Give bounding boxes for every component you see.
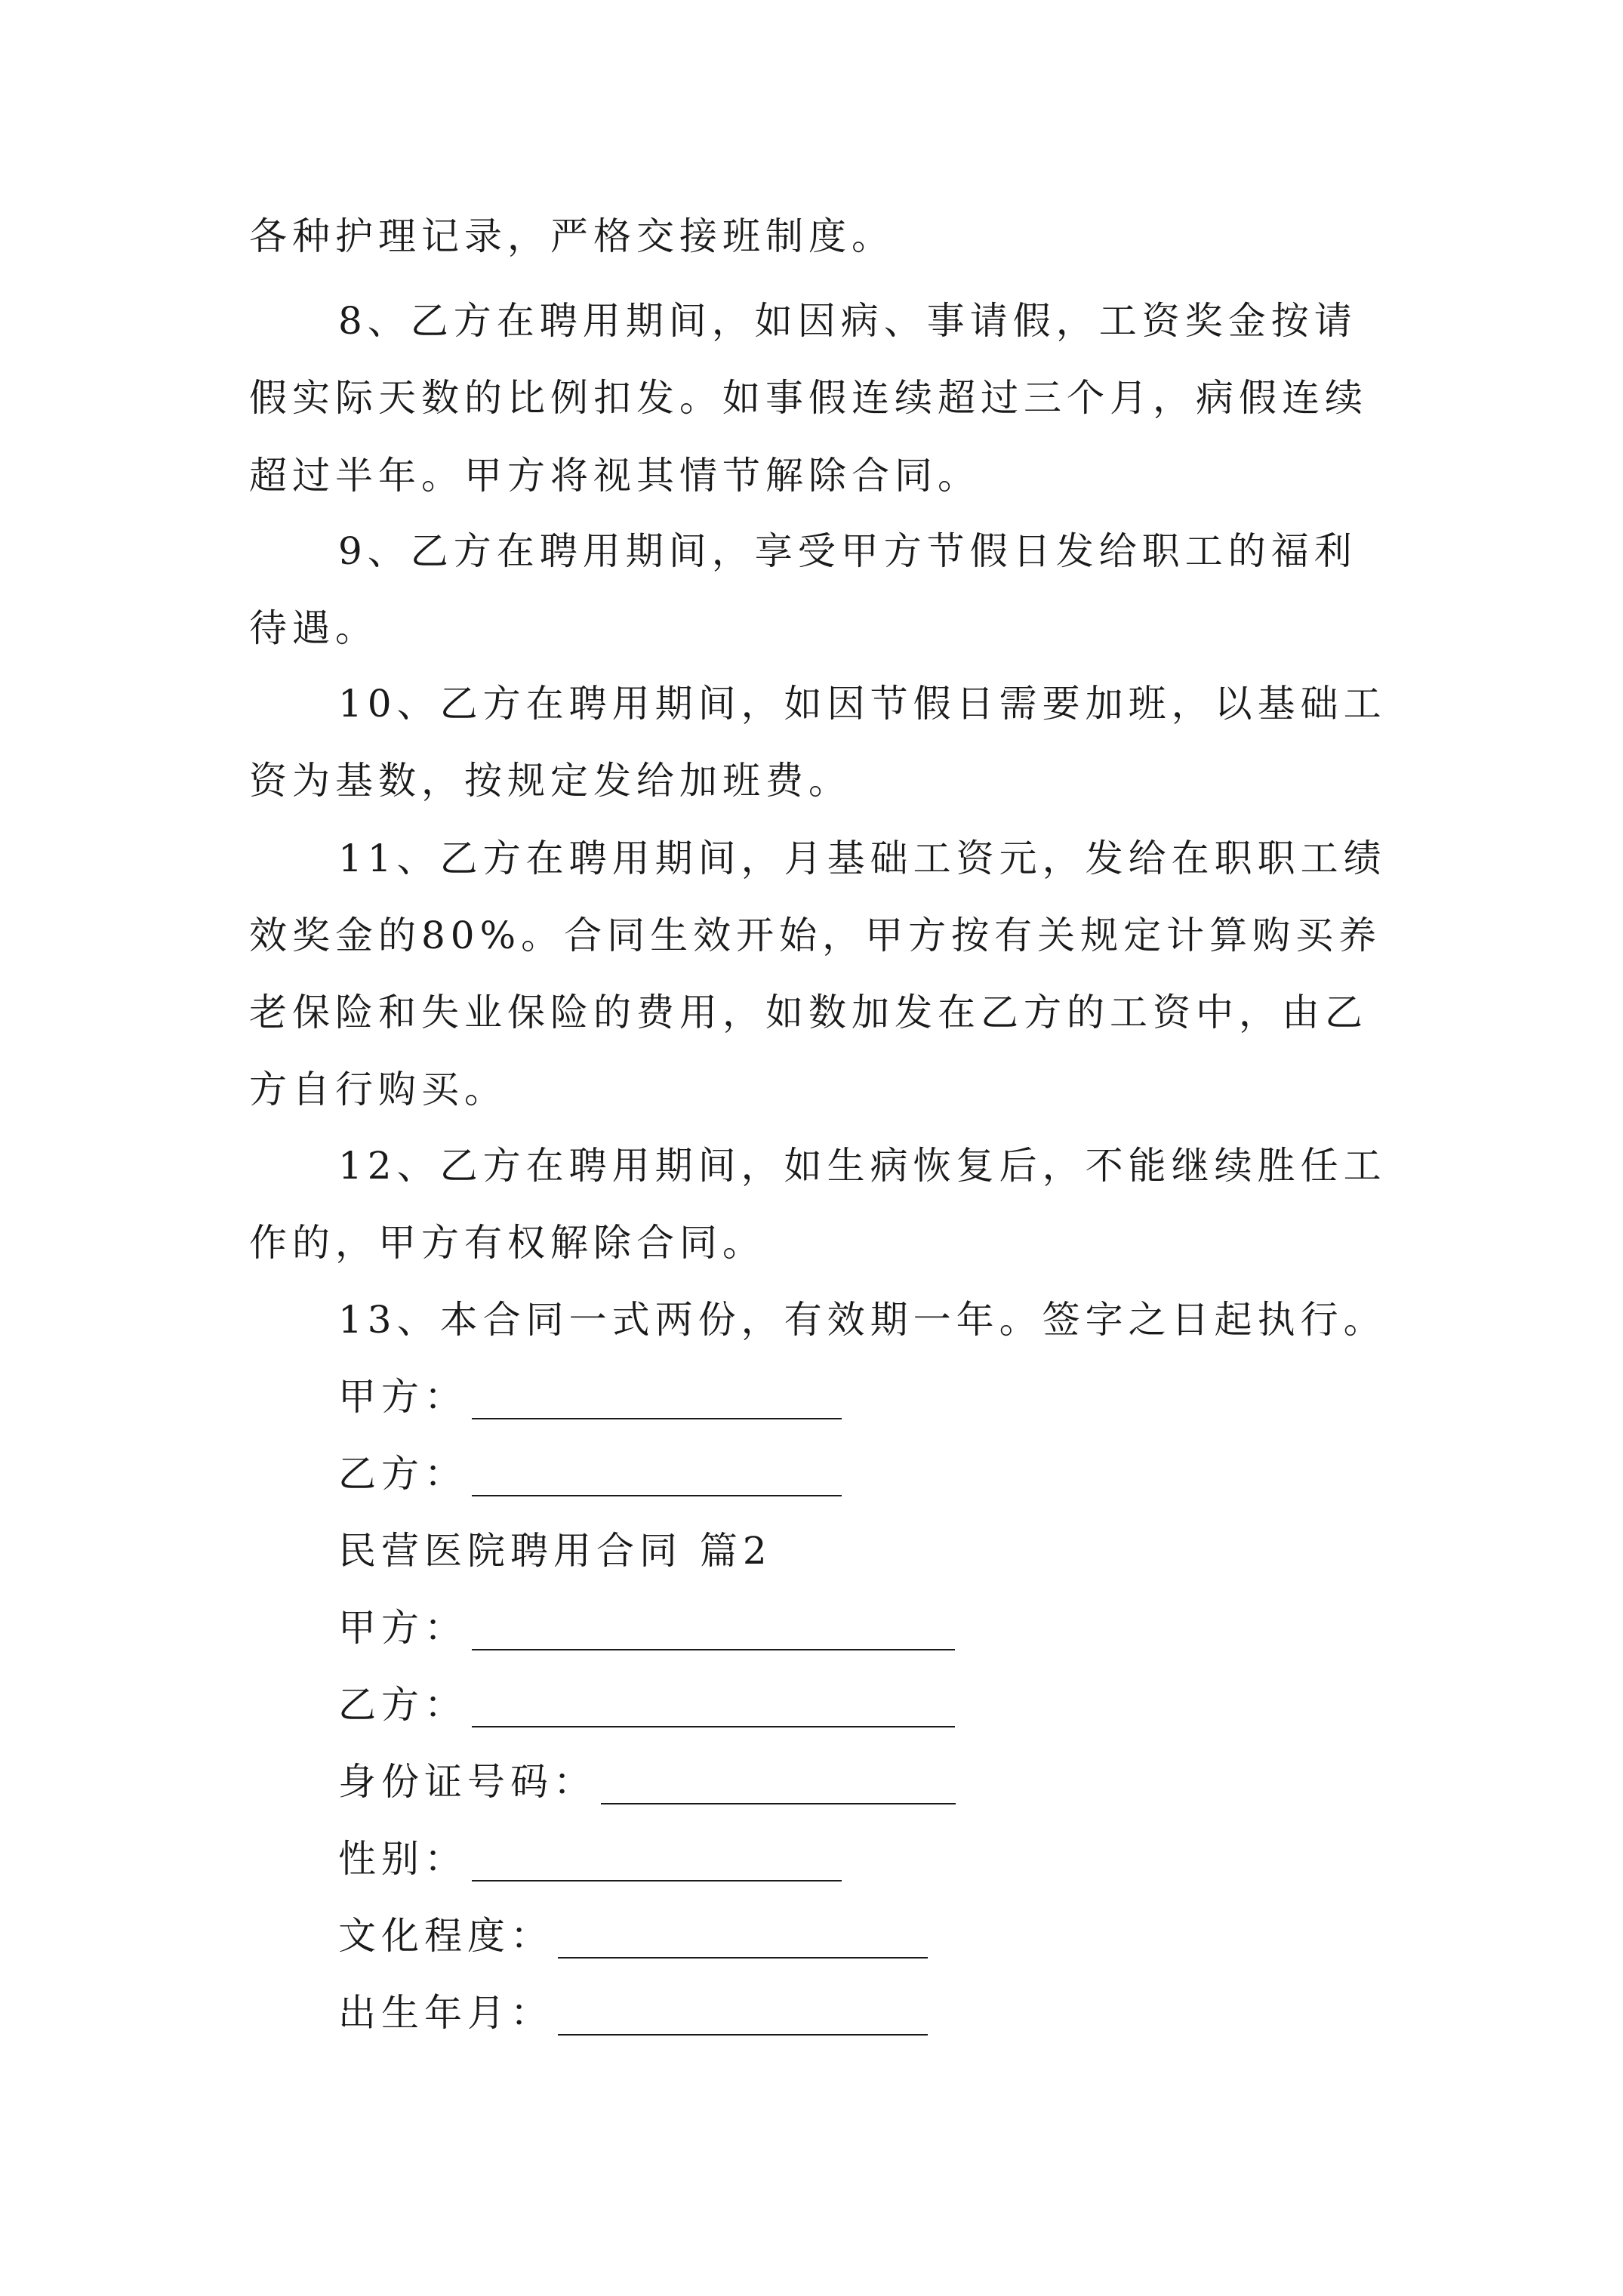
party-b-signature-blank[interactable] bbox=[472, 1462, 842, 1496]
paragraph-line: 8、乙方在聘用期间，如因病、事请假，工资奖金按请 bbox=[338, 299, 1357, 343]
paragraph-line: 各种护理记录，严格交接班制度。 bbox=[249, 214, 895, 258]
field-gender bbox=[338, 1836, 842, 1881]
paragraph-line: 资为基数，按规定发给加班费。 bbox=[249, 759, 852, 803]
field-id-number bbox=[338, 1759, 956, 1804]
id-number-blank[interactable] bbox=[601, 1770, 956, 1804]
paragraph-line: 超过半年。甲方将视其情节解除合同。 bbox=[249, 454, 981, 498]
paragraph-line: 13、本合同一式两份，有效期一年。签字之日起执行。 bbox=[338, 1298, 1387, 1342]
paragraph-line: 11、乙方在聘用期间，月基础工资元，发给在职职工绩 bbox=[338, 837, 1387, 880]
paragraph-line: 效奖金的80%。合同生效开始，甲方按有关规定计算购买养 bbox=[249, 914, 1382, 957]
field-education bbox=[338, 1913, 928, 1959]
field-label: 身份证号码： bbox=[338, 1760, 596, 1804]
paragraph-line: 方自行购买。 bbox=[249, 1068, 507, 1111]
gender-blank[interactable] bbox=[472, 1847, 842, 1881]
field-label: 甲方： bbox=[338, 1606, 467, 1650]
party-a-blank[interactable] bbox=[472, 1616, 955, 1650]
section-title: 民营医院聘用合同 篇2 bbox=[338, 1529, 772, 1573]
paragraph-line: 作的，甲方有权解除合同。 bbox=[249, 1221, 765, 1265]
birth-blank[interactable] bbox=[558, 2001, 928, 2036]
signature-party-b bbox=[338, 1451, 842, 1496]
field-label: 甲方： bbox=[338, 1375, 467, 1419]
field-label: 乙方： bbox=[338, 1683, 467, 1727]
signature-party-a bbox=[338, 1374, 842, 1419]
paragraph-line: 老保险和失业保险的费用，如数加发在乙方的工资中，由乙 bbox=[249, 991, 1368, 1034]
field-birth bbox=[338, 1990, 928, 2036]
paragraph-line: 假实际天数的比例扣发。如事假连续超过三个月，病假连续 bbox=[249, 376, 1368, 420]
party-b-blank[interactable] bbox=[472, 1693, 955, 1727]
field-label: 文化程度： bbox=[338, 1914, 553, 1958]
field-party-b bbox=[338, 1682, 955, 1727]
education-blank[interactable] bbox=[558, 1924, 928, 1959]
field-label: 出生年月： bbox=[338, 1991, 553, 2035]
field-label: 性别： bbox=[338, 1837, 467, 1881]
party-a-signature-blank[interactable] bbox=[472, 1385, 842, 1419]
paragraph-line: 9、乙方在聘用期间，享受甲方节假日发给职工的福利 bbox=[338, 529, 1357, 573]
paragraph-line: 待遇。 bbox=[249, 606, 378, 650]
field-party-a bbox=[338, 1605, 955, 1650]
paragraph-line: 10、乙方在聘用期间，如因节假日需要加班，以基础工 bbox=[338, 682, 1387, 726]
field-label: 乙方： bbox=[338, 1452, 467, 1496]
paragraph-line: 12、乙方在聘用期间，如生病恢复后，不能继续胜任工 bbox=[338, 1144, 1387, 1188]
